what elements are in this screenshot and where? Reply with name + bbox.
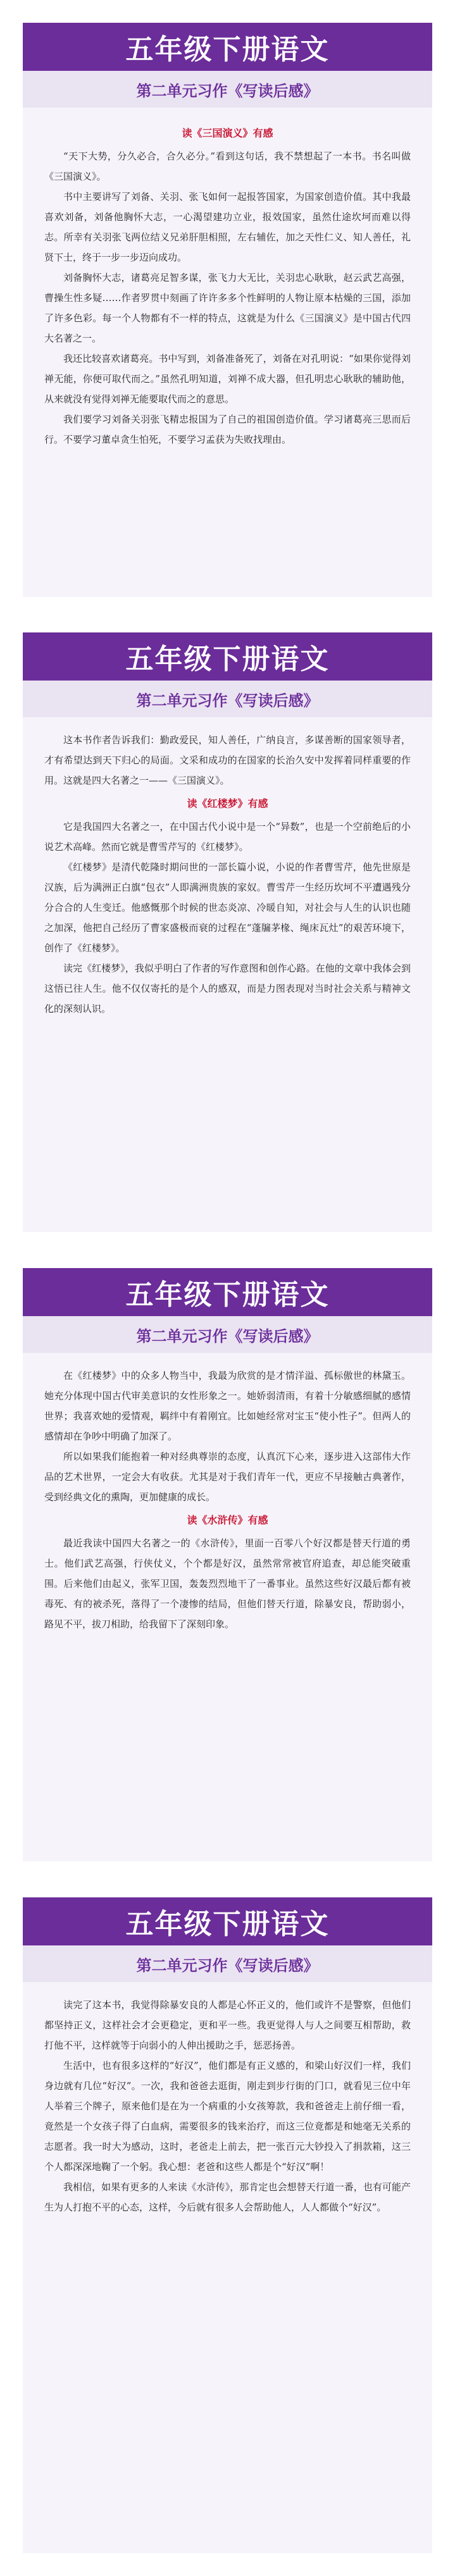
- essay-paragraph: 它是我国四大名著之一，在中国古代小说中是一个“异数”，也是一个空前绝后的小说艺术高峰。然而它就是曹雪芹写的《红楼梦》。: [44, 821, 411, 853]
- card-content: [23, 717, 432, 1032]
- essay-paragraph: 在《红楼梦》中的众多人物当中，我最为欣赏的是才情洋溢、孤标傲世的林黛玉。她充分体现中国古代审美意识的女性形象之一。她娇弱清雨，有着十分敏感细腻的感情世界；我喜欢她的爱情观，羁绊中有着刚宜。比如她经常对宝玉“使小性子”。但两人的感情却在争吵中明确了加深了。: [44, 1370, 411, 1442]
- essay-paragraph: 我们要学习刘备关羽张飞精忠报国为了自己的祖国创造价值。学习诸葛亮三思而后行。不要学习董卓贪生怕死，不要学习孟获为失败找理由。: [44, 414, 411, 445]
- header-banner: 五年级下册语文: [23, 23, 432, 71]
- essay-paragraph: 所以如果我们能抱着一种对经典尊崇的态度，认真沉下心来，逐步进入这部伟大作品的艺术世界，一定会大有收获。尤其是对于我们青年一代，更应不早接触古典著作，受到经典文化的熏陶，更加健康的成长。: [44, 1451, 411, 1503]
- subtitle-bar: 第二单元习作《写读后感》: [23, 71, 432, 108]
- essay-paragraph: “天下大势，分久必合，合久必分。”看到这句话，我不禁想起了一本书。书名叫做《三国演义》。: [44, 151, 411, 182]
- essay-paragraph: 最近我读中国四大名著之一的《水浒传》，里面一百零八个好汉都是替天行道的勇士。他们武艺高强，行侠仗义，个个都是好汉，虽然常常被官府追查，却总能突破重围。后来他们由起义，张军卫国，轰轰烈烈地干了一番事业。虽然这些好汉最后都有被毒死、有的被杀死，落得了一个凄惨的结局，但他们替天行道，除暴安良，帮助弱小，路见不平，拔刀相助，给我留下了深刻印象。: [44, 1538, 411, 1630]
- header-banner: 五年级下册语文: [23, 1268, 432, 1316]
- essay-paragraph: 这本书作者告诉我们：勤政爱民，知人善任，广纳良言，多谋善断的国家领导者，才有希望达到天下归心的局面。文采和成功的在国家的长治久安中发挥着同样重要的作用。这就是四大名著之一——《三国演义》。: [44, 734, 411, 786]
- subtitle-bar: 第二单元习作《写读后感》: [23, 681, 432, 717]
- essay-paragraph: 生活中，也有很多这样的“好汉”，他们都是有正义感的，和梁山好汉们一样，我们身边就有几位“好汉”。一次，我和爸爸去逛街，刚走到步行街的门口，就看见三位中年人举着三个牌子，原来他们是在为一个病重的小女孩筹款，我和爸爸走上前仔细一看，竟然是一个女孩子得了白血病，需要很多的钱来治疗，而这三位竟都是和她毫无关系的志愿者。我一时大为感动，这时，老爸走上前去，把一张百元大钞投入了捐款箱，这三个人都深深地鞠了一个躬。我心想：老爸和这些人都是个“好汉”啊！: [44, 2060, 411, 2172]
- essay-paragraph: 读完《红楼梦》，我似乎明白了作者的写作意图和创作心路。在他的文章中我体会到这悟已往人生。他不仅仅寄托的是个人的感双，而是力图表现对当时社会关系与精神文化的深刻认识。: [44, 963, 411, 1014]
- card-2: [23, 632, 432, 1232]
- card-4: [23, 1897, 432, 2553]
- card-3: [23, 1268, 432, 1861]
- essay-title: 读《水浒传》有感: [187, 1514, 268, 1526]
- subtitle-bar: 第二单元习作《写读后感》: [23, 1945, 432, 1982]
- header-banner: 五年级下册语文: [23, 1897, 432, 1945]
- essay-title: 读《红楼梦》有感: [187, 798, 268, 810]
- essay-title: 读《三国演义》有感: [182, 127, 273, 139]
- essay-paragraph: 读完了这本书，我觉得除暴安良的人都是心怀正义的，他们或许不是警察，但他们都坚持正义，这样社会才会更稳定，更和平一些。我更觉得人与人之间要互相帮助，救打他不平，这样就等于向弱小的人伸出援助之手，惩恶扬善。: [44, 1999, 411, 2051]
- essay-paragraph: 《红楼梦》是清代乾隆时期问世的一部长篇小说，小说的作者曹雪芹，他先世原是汉族，后为满洲正白旗“包衣”人即满洲贵族的家奴。曹雪芹一生经历坎坷不平遭遇残分分合合的人生变迁。他感慨那个时候的世态炎凉、冷暖自知，对社会与人生的认识也随之加深，他把自己经历了曹家盛极而衰的过程在“蓬牖茅椽、绳床瓦灶”的艰苦环境下，创作了《红楼梦》。: [44, 861, 411, 954]
- subtitle-bar: 第二单元习作《写读后感》: [23, 1316, 432, 1353]
- header-banner: 五年级下册语文: [23, 632, 432, 681]
- essay-paragraph: 刘备胸怀大志，诸葛亮足智多谋，张飞力大无比，关羽忠心耿耿，赵云武艺高强，曹操生性多疑……作者罗贯中刻画了许许多多个性鲜明的人物让原本枯燥的三国，添加了许多色彩。每一个人物都有不一样的特点，这就是为什么《三国演义》是中国古代四大名著之一。: [44, 272, 411, 344]
- essay-paragraph: 书中主要讲写了刘备、关羽、张飞如何一起报答国家，为国家创造价值。其中我最喜欢刘备，刘备他胸怀大志，一心渴望建功立业，报效国家，虽然仕途坎坷而难以得志。所幸有关羽张飞两位结义兄弟肝胆相照，左右辅佐，加之天性仁义、知人善任，礼贤下士，终于一步一步迈向成功。: [44, 191, 411, 263]
- card-content: [23, 1353, 432, 1647]
- card-content: [23, 108, 432, 462]
- essay-paragraph: 我相信，如果有更多的人来读《水浒传》，那肯定也会想替天行道一番，也有可能产生为人打抱不平的心态，这样，今后就有很多人会帮助他人，人人都做个“好汉”。: [44, 2181, 411, 2213]
- essay-paragraph: 我还比较喜欢诸葛亮。书中写到，刘备准备死了，刘备在对孔明说：“如果你觉得刘禅无能，你便可取代而之。”虽然孔明知道，刘禅不成大器，但孔明忠心耿耿的辅助他，从来就没有觉得刘禅无能要取代而之的意思。: [44, 353, 411, 405]
- card-1: [23, 23, 432, 597]
- card-content: [23, 1982, 432, 2230]
